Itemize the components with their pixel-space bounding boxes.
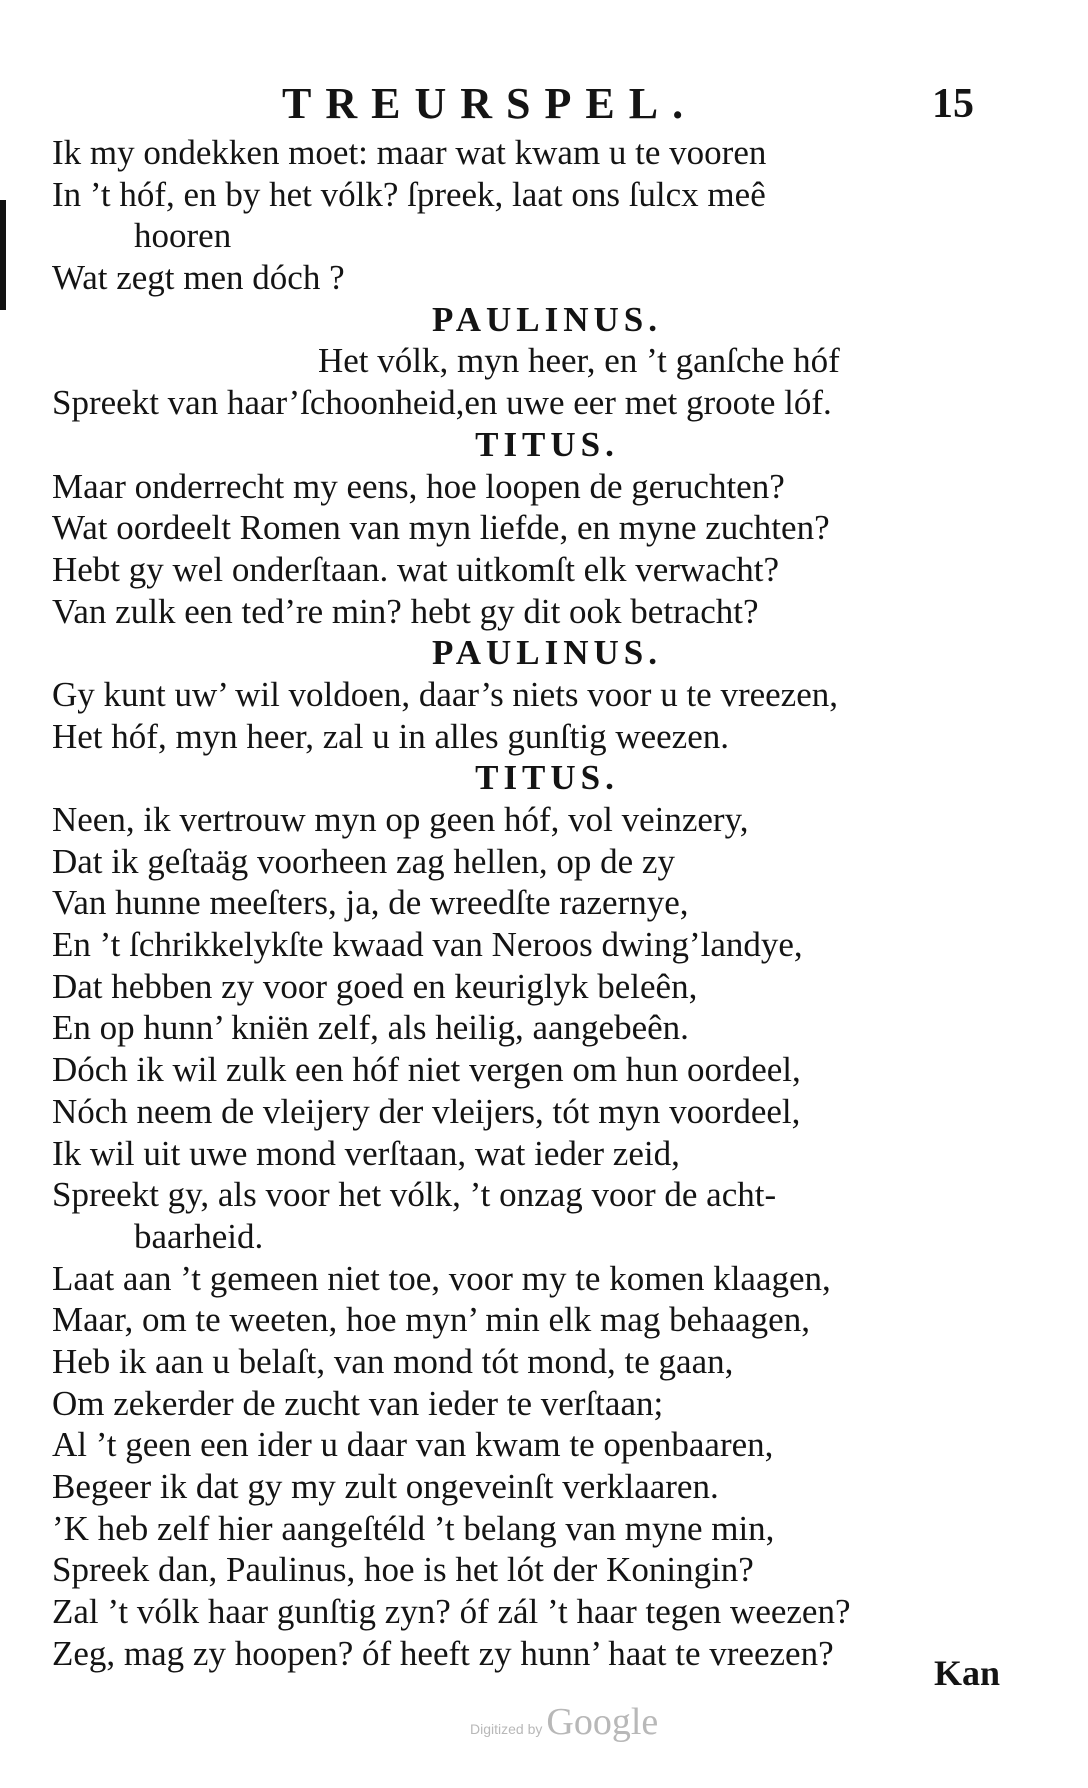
text-line: Laat aan ’t gemeen niet toe, voor my te komen klaagen, <box>52 1258 831 1298</box>
page-edge-shadow <box>0 200 6 310</box>
text-line: Dóch ik wil zulk een hóf niet vergen om hun oordeel, <box>52 1050 801 1090</box>
text-line: Van zulk een ted’re min? hebt gy dit ook betracht? <box>52 591 759 631</box>
text-line: Al ’t geen een ider u daar van kwam te openbaaren, <box>52 1425 774 1465</box>
text-line: Van hunne meeſters, ja, de wreedſte razernye, <box>52 883 689 923</box>
text-line: baarheid. <box>134 1216 264 1256</box>
text-line: En ’t ſchrikkelykſte kwaad van Neroos dwing’landye, <box>52 925 803 965</box>
watermark-prefix: Digitized by <box>470 1721 543 1737</box>
text-line: Gy kunt uw’ wil voldoen, daar’s niets voor u te vreezen, <box>52 674 838 714</box>
speaker-name: TITUS. <box>475 424 619 464</box>
text-line: Spreek dan, Paulinus, hoe is het lót der Koningin? <box>52 1550 754 1590</box>
verse-text <box>42 132 1052 1674</box>
text-line: In ’t hóf, en by het vólk? ſpreek, laat ons ſulcx meê <box>52 174 766 214</box>
text-line: Zeg, mag zy hoopen? óf heeft zy hunn’ haat te vreezen? <box>52 1633 834 1673</box>
catchword: Kan <box>933 1653 1000 1693</box>
text-line: Ik wil uit uwe mond verſtaan, wat ieder zeid, <box>52 1133 680 1173</box>
running-title: TREURSPEL. <box>282 79 698 128</box>
speaker-name: TITUS. <box>475 758 619 798</box>
text-line: Het vólk, myn heer, en ’t ganſche hóf <box>318 341 840 381</box>
speaker-name: PAULINUS. <box>431 299 663 339</box>
text-line: hooren <box>134 216 232 256</box>
text-line: Neen, ik vertrouw myn op geen hóf, vol veinzery, <box>52 800 749 839</box>
digitized-watermark <box>470 1700 658 1744</box>
text-line: Dat hebben zy voor goed en keuriglyk beleên, <box>52 966 698 1006</box>
text-line: Spreekt gy, als voor het vólk, ’t onzag voor de acht- <box>52 1175 777 1215</box>
page-header <box>0 78 1088 138</box>
text-line: Maar, om te weeten, hoe myn’ min elk mag behaagen, <box>52 1300 810 1340</box>
text-line: Wat oordeelt Romen van myn liefde, en myne zuchten? <box>52 508 830 548</box>
text-line: Om zekerder de zucht van ieder te verſtaan; <box>52 1383 664 1423</box>
text-line: Heb ik aan u belaſt, van mond tót mond, te gaan, <box>52 1341 734 1381</box>
speaker-name: PAULINUS. <box>431 633 663 673</box>
text-line: Het hóf, myn heer, zal u in alles gunſtig weezen. <box>52 716 729 756</box>
text-line: Spreekt van haar’ſchoonheid,en uwe eer met groote lóf. <box>52 383 832 423</box>
page-number: 15 <box>932 81 974 127</box>
text-line: Dat ik geſtaäg voorheen zag hellen, op de zy <box>52 841 675 881</box>
watermark-brand: Google <box>546 1701 659 1743</box>
text-line: Maar onderrecht my eens, hoe loopen de geruchten? <box>52 466 785 506</box>
text-line: Ik my ondekken moet: maar wat kwam u te vooren <box>52 133 767 172</box>
text-line: ’K heb zelf hier aangeſtéld ’t belang van myne min, <box>52 1508 775 1548</box>
text-line: Hebt gy wel onderſtaan. wat uitkomſt elk verwacht? <box>52 549 779 589</box>
text-line: Zal ’t vólk haar gunſtig zyn? óf zál ’t haar tegen weezen? <box>52 1592 851 1632</box>
text-line: Begeer ik dat gy my zult ongeveinſt verklaaren. <box>52 1467 719 1506</box>
text-line: Wat zegt men dóch ? <box>52 258 345 298</box>
text-line: Nóch neem de vleijery der vleijers, tót myn voordeel, <box>52 1091 801 1131</box>
text-line: En op hunn’ kniën zelf, als heilig, aangebeên. <box>52 1008 689 1048</box>
